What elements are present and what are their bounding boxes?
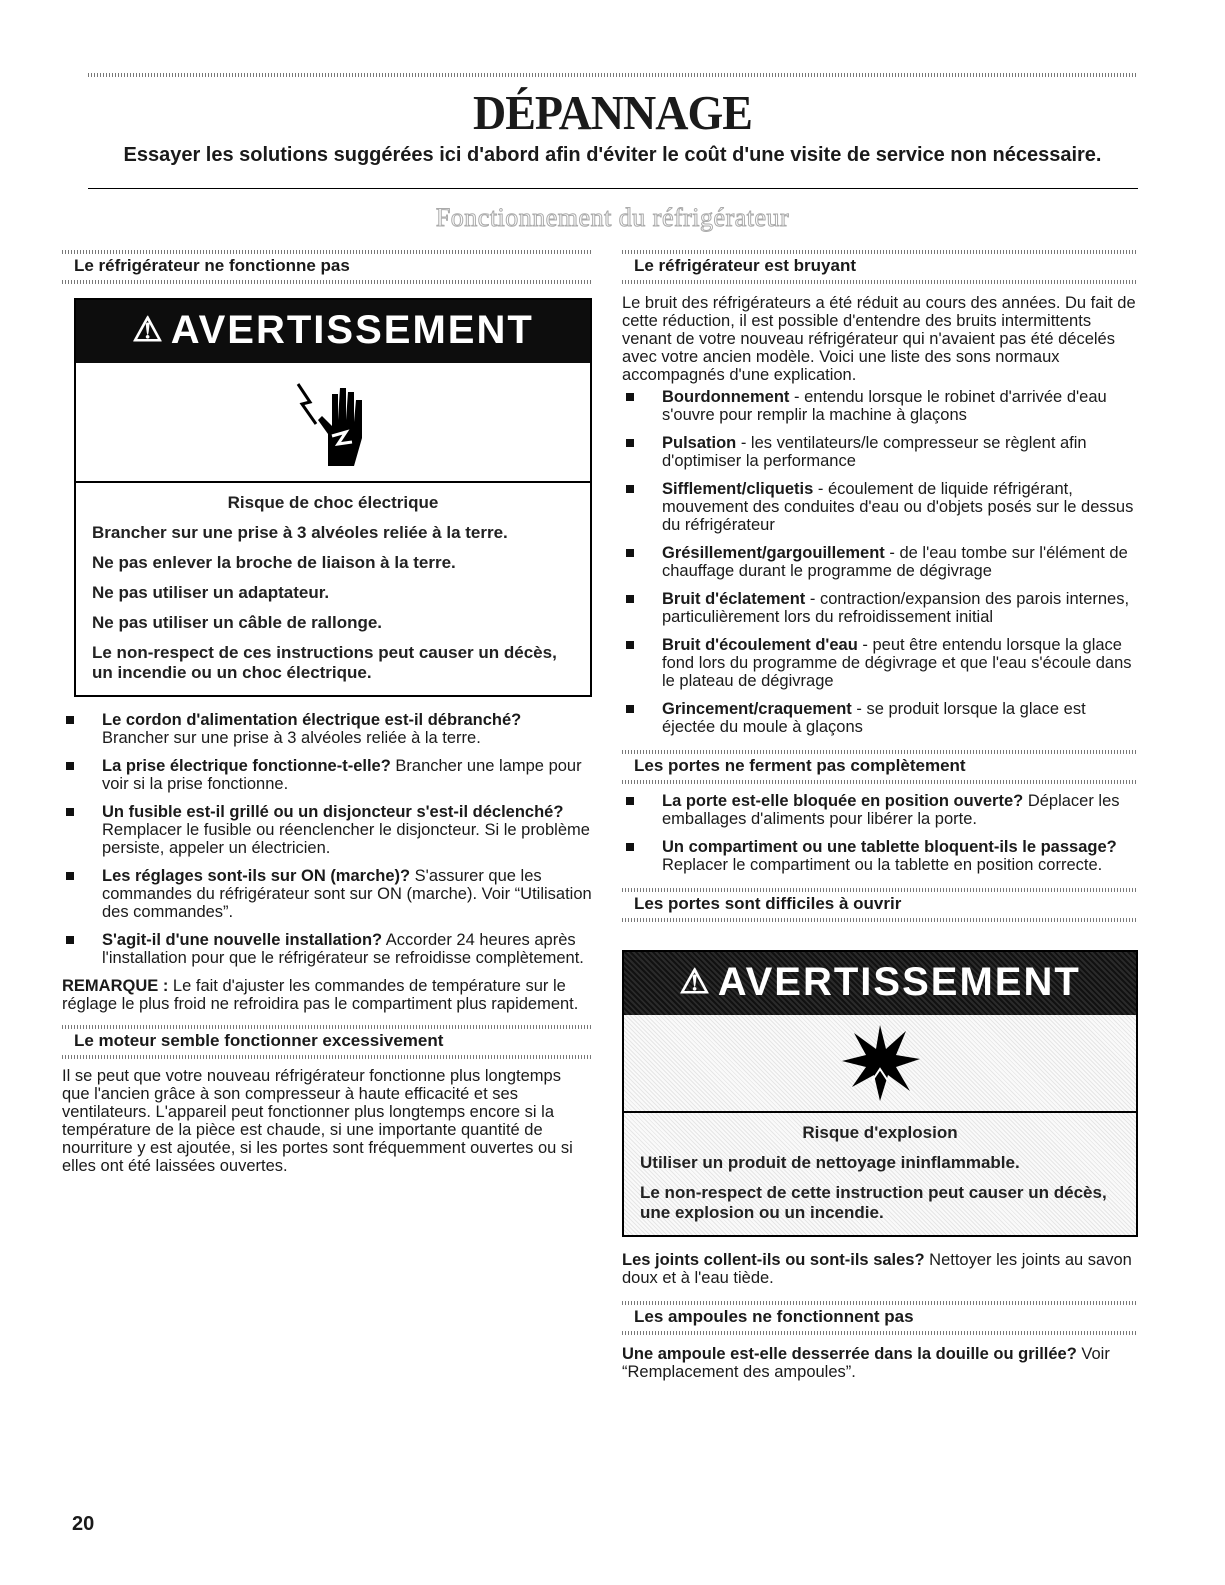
page-subtitle: Essayer les solutions suggérées ici d'abord afin d'éviter le coût d'une visite de service non nécessaire. <box>123 144 1102 166</box>
shock-warning-box <box>74 298 592 697</box>
section-heading: Le moteur semble fonctionner excessivement <box>62 1025 592 1059</box>
list-item: Un fusible est-il grillé ou un disjoncteur s'est-il déclenché? Remplacer le fusible ou réenclencher le disjoncteur. Si le problème persiste, appeler un électricien. <box>62 803 592 857</box>
section-heading: Les ampoules ne fonctionnent pas <box>622 1301 1138 1335</box>
section-doors-close <box>622 750 1138 874</box>
paragraph: Le bruit des réfrigérateurs a été réduit au cours des années. Du fait de cette réduction, il est possible d'entendre des bruits intermittents venant de votre nouveau réfrigérateur qui n'avaient pas été décelés avec votre ancien modèle. Voici une liste des sons normaux accompagnés d'une explication. <box>622 294 1136 384</box>
page-number: 20 <box>72 1513 95 1535</box>
warning-line: Le non-respect de ces instructions peut causer un décès, un incendie ou un choc électrique. <box>92 643 557 682</box>
warning-line: Ne pas utiliser un adaptateur. <box>92 583 330 602</box>
list-item: Grésillement/gargouillement - de l'eau tombe sur l'élément de chauffage durant le programme de dégivrage <box>622 544 1138 580</box>
paragraph: Les joints collent-ils ou sont-ils sales? Nettoyer les joints au savon doux et à l'eau tiède. <box>622 1251 1132 1287</box>
section-motor <box>62 1025 592 1175</box>
section-heading: Les portes sont difficiles à ouvrir <box>622 888 1138 922</box>
header-rule <box>88 188 1138 189</box>
list-item: La prise électrique fonctionne-t-elle? Brancher une lampe pour voir si la prise fonctionne. <box>62 757 592 793</box>
list-item: Bruit d'écoulement d'eau - peut être entendu lorsque la glace fond lors du programme de dégivrage et que l'eau s'écoule dans le plateau de dégivrage <box>622 636 1138 690</box>
electric-shock-icon <box>76 363 590 483</box>
top-dotted-rule <box>88 73 1138 77</box>
section-noisy <box>622 250 1138 736</box>
section-not-running <box>62 250 592 1013</box>
section-heading: Le réfrigérateur ne fonctionne pas <box>62 250 592 284</box>
list-item: Sifflement/cliquetis - écoulement de liquide réfrigérant, mouvement des conduites d'eau ou d'objets posés sur le dessus du réfrigérateur <box>622 480 1138 534</box>
explosion-icon <box>624 1015 1136 1113</box>
list-item: La porte est-elle bloquée en position ouverte? Déplacer les emballages d'aliments pour libérer la porte. <box>622 792 1138 828</box>
section-doors-open <box>622 888 1138 1287</box>
warning-line: Brancher sur une prise à 3 alvéoles reliée à la terre. <box>92 523 508 542</box>
hazard-label: Risque de choc électrique <box>227 493 439 512</box>
list-item: Bourdonnement - entendu lorsque le robinet d'arrivée d'eau s'ouvre pour remplir la machine à glaçons <box>622 388 1138 424</box>
list-item: Le cordon d'alimentation électrique est-il débranché? Brancher sur une prise à 3 alvéoles reliée à la terre. <box>62 711 592 747</box>
list-item: Bruit d'éclatement - contraction/expansion des parois internes, particulièrement lors du refroidissement initial <box>622 590 1138 626</box>
warning-header: ⚠ AVERTISSEMENT <box>624 952 1136 1015</box>
sound-list <box>622 388 1138 736</box>
warning-body <box>76 483 590 695</box>
left-column <box>62 250 592 1175</box>
warning-triangle-icon: ⚠ <box>132 311 165 349</box>
explosion-warning-box <box>622 950 1138 1237</box>
paragraph: Il se peut que votre nouveau réfrigérateur fonctionne plus longtemps que l'ancien grâce à son compresseur à haute efficacité et ses ventilateurs. L'appareil peut fonctionner plus longtemps encore si la température de la pièce est chaude, si une importante quantité de nourriture y est ajoutée, si les portes sont fréquemment ouvertes ou si elles ont été laissées ouvertes. <box>62 1067 573 1175</box>
page-title: DÉPANNAGE <box>473 85 752 140</box>
section-heading: Le réfrigérateur est bruyant <box>622 250 1138 284</box>
warning-triangle-icon: ⚠ <box>679 963 712 1001</box>
note: REMARQUE : Le fait d'ajuster les commandes de température sur le réglage le plus froid ne refroidira pas le compartiment plus rapidement. <box>62 977 579 1013</box>
section-heading: Les portes ne ferment pas complètement <box>622 750 1138 784</box>
list-item: Pulsation - les ventilateurs/le compresseur se règlent afin d'optimiser la performance <box>622 434 1138 470</box>
list-item: Les réglages sont-ils sur ON (marche)? S'assurer que les commandes du réfrigérateur sont sur ON (marche). Voir “Utilisation des commandes”. <box>62 867 592 921</box>
list-item: S'agit-il d'une nouvelle installation? Accorder 24 heures après l'installation pour que le réfrigérateur se refroidisse complètement. <box>62 931 592 967</box>
warning-line: Le non-respect de cette instruction peut causer un décès, une explosion ou un incendie. <box>640 1183 1107 1222</box>
section-bulbs <box>622 1301 1138 1381</box>
paragraph: Une ampoule est-elle desserrée dans la douille ou grillée? Voir “Remplacement des ampoules”. <box>622 1345 1110 1381</box>
warning-line: Ne pas enlever la broche de liaison à la terre. <box>92 553 456 572</box>
right-column <box>622 250 1138 1381</box>
warning-line: Ne pas utiliser un câble de rallonge. <box>92 613 383 632</box>
section-title: Fonctionnement du réfrigérateur <box>435 203 790 232</box>
list-item: Grincement/craquement - se produit lorsque la glace est éjectée du moule à glaçons <box>622 700 1138 736</box>
warning-line: Utiliser un produit de nettoyage ininflammable. <box>640 1153 1020 1172</box>
list-item: Un compartiment ou une tablette bloquent-ils le passage? Replacer le compartiment ou la tablette en position correcte. <box>622 838 1138 874</box>
warning-body <box>624 1113 1136 1235</box>
warning-header: ⚠ AVERTISSEMENT <box>76 300 590 363</box>
checklist <box>622 792 1138 874</box>
checklist <box>62 711 592 967</box>
hazard-label: Risque d'explosion <box>802 1123 958 1142</box>
